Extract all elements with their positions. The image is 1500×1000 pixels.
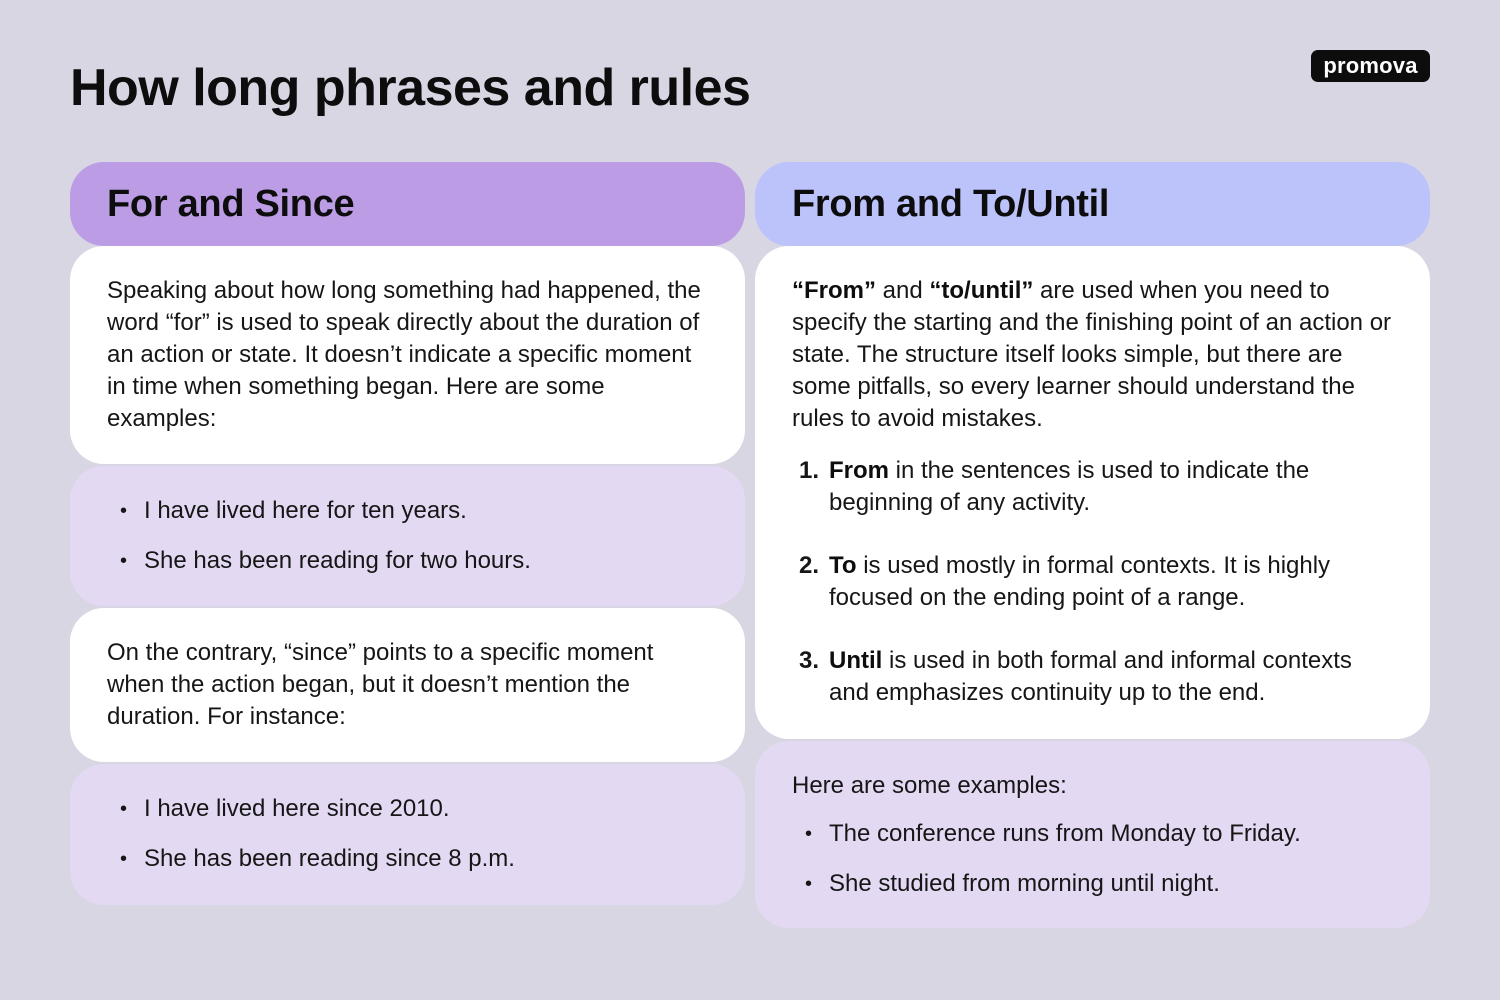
from-until-intro-text (792, 275, 1397, 435)
page-title: How long phrases and rules (70, 59, 751, 117)
for-examples-card (70, 466, 745, 606)
rule-item-until (792, 645, 1397, 709)
list-item: • I have lived here for ten years. (107, 495, 708, 527)
rules-list (792, 455, 1397, 709)
rule-number: 2. (799, 552, 820, 579)
rule-text: is used in both formal and informal contexts and emphasizes continuity up to the end. (829, 647, 1352, 706)
rule-term: To (829, 552, 857, 579)
intro-rest: are used when you need to specify the starting and the finishing point of an action or state. The structure itself looks simple, but there are some pitfalls, so every learner should understand the rules to avoid mistakes. (792, 277, 1392, 432)
examples-intro: Here are some examples: (792, 772, 1067, 799)
rule-item-from (792, 455, 1397, 519)
list-item: • I have lived here since 2010. (107, 793, 708, 825)
from-until-explanation-card (755, 246, 1430, 739)
for-since-header (70, 162, 745, 246)
from-until-header (755, 162, 1430, 246)
list-item: • The conference runs from Monday to Friday. (792, 818, 1393, 850)
for-explanation-card (70, 246, 745, 464)
to-until-term: “to/until” (929, 277, 1034, 304)
rule-text: in the sentences is used to indicate the beginning of any activity. (829, 457, 1310, 516)
for-explanation-text: Speaking about how long something had happened, the word “for” is used to speak directly about the duration of an action or state. It doesn’t indicate a specific moment in time when something began. Here are some examples: (107, 277, 701, 432)
from-term: “From” (792, 277, 876, 304)
since-examples-list (107, 793, 708, 875)
rule-term: From (829, 457, 889, 484)
for-examples-list (107, 495, 708, 577)
from-until-heading: From and To/Until (792, 182, 1110, 225)
since-explanation-text: On the contrary, “since” points to a specific moment when the action began, but it doesn’t mention the duration. For instance: (107, 639, 654, 730)
since-explanation-card (70, 608, 745, 762)
rule-item-to (792, 550, 1397, 614)
list-item: • She studied from morning until night. (792, 868, 1393, 900)
intro-and: and (876, 277, 930, 304)
rule-number: 1. (799, 457, 820, 484)
list-item: • She has been reading for two hours. (107, 545, 708, 577)
rule-text: is used mostly in formal contexts. It is highly focused on the ending point of a range. (829, 552, 1331, 611)
from-until-examples-card (755, 741, 1430, 928)
promova-logo[interactable]: promova (1311, 50, 1430, 82)
since-examples-card (70, 764, 745, 905)
for-since-heading: For and Since (107, 182, 355, 225)
list-item: • She has been reading since 8 p.m. (107, 843, 708, 875)
rule-term: Until (829, 647, 883, 674)
rule-number: 3. (799, 647, 820, 674)
from-until-examples-list (792, 818, 1393, 900)
